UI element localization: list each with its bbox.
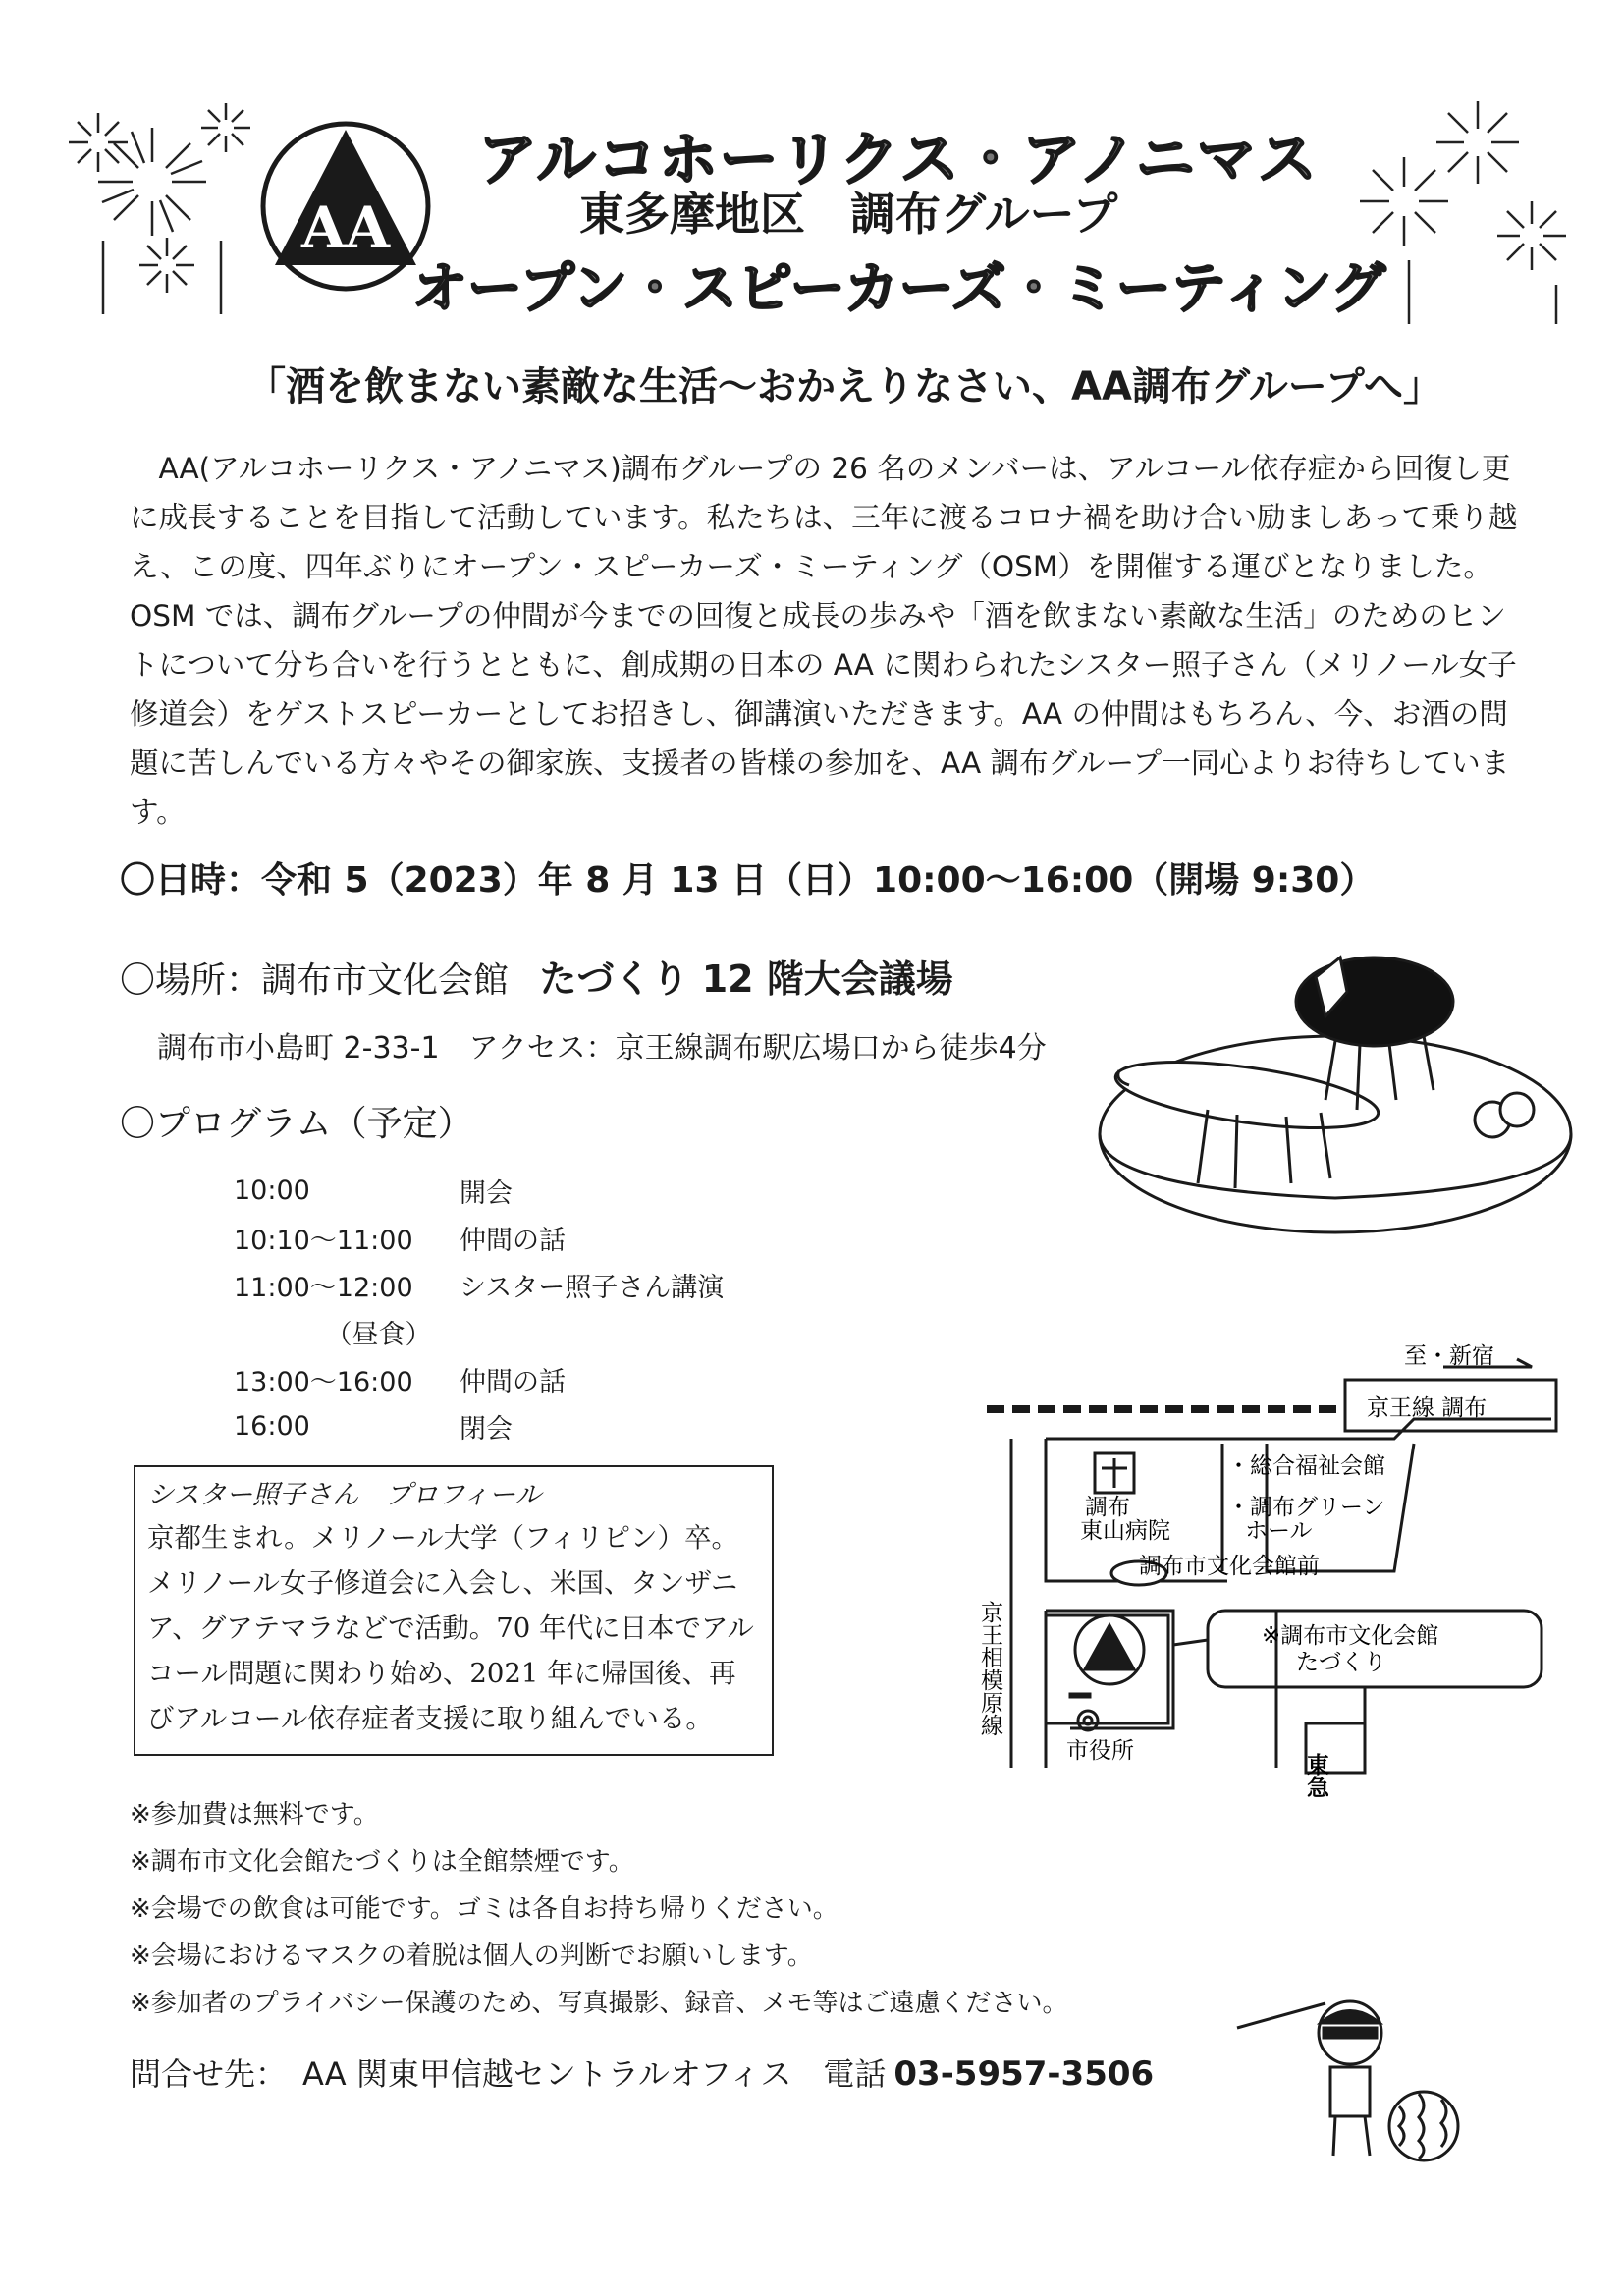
note-item: ※調布市文化会館たづくりは全館禁煙です。 — [130, 1847, 634, 1877]
schedule-row — [234, 1214, 784, 1261]
schedule-time: （昼食） — [312, 1319, 432, 1350]
access-map — [977, 1343, 1571, 1798]
event-place — [120, 949, 953, 1003]
title-aa: アルコホーリクス・アノニマス — [478, 126, 1319, 194]
note-item: ※会場での飲食は可能です。ゴミは各自お持ち帰りください。 — [130, 1894, 839, 1924]
profile-title: シスター照子さん プロフィール — [147, 1480, 542, 1510]
map-green-hall-2: ホール — [1245, 1518, 1313, 1544]
schedule-item: シスター照子さん講演 — [460, 1272, 725, 1303]
map-welfare: ・総合福祉会館 — [1227, 1453, 1385, 1479]
place-label: 〇場所：調布市文化会館 — [120, 960, 510, 1001]
schedule-row — [234, 1167, 784, 1214]
contact-info — [130, 2050, 1154, 2095]
svg-text:AA: AA — [300, 194, 391, 261]
map-hospital: 調布 — [1085, 1495, 1130, 1520]
map-green-hall: ・調布グリーン — [1227, 1495, 1385, 1520]
group-name: 東多摩地区 調布グループ — [579, 188, 1118, 241]
schedule-row — [234, 1402, 784, 1449]
contact-phone: 03-5957-3506 — [893, 2054, 1155, 2094]
event-datetime: 〇日時：令和 5（2023）年 8 月 13 日（日）10:00～16:00（開場 9:30） — [120, 860, 1376, 901]
speaker-profile-box — [134, 1465, 774, 1756]
profile-body: 京都生まれ。メリノール大学（フィリピン）卒。メリノール女子修道会に入会し、米国、タンザニア、グアテマラなどで活動。70 年代に日本でアルコール問題に関わり始め、2021 年に帰国後、再びアルコール依存症者支援に取り組んでいる。 — [147, 1522, 754, 1734]
schedule-item: 仲間の話 — [460, 1225, 566, 1256]
program-schedule — [234, 1167, 784, 1449]
watermelon-child-illustration — [1217, 1974, 1473, 2170]
fireworks-left-decoration — [59, 93, 275, 319]
schedule-item: 閉会 — [460, 1413, 513, 1445]
event-subtitle: 「酒を飲まない素敵な生活～おかえりなさい、AA調布グループへ」 — [246, 364, 1442, 410]
schedule-time: 11:00～12:00 — [234, 1272, 413, 1303]
map-keio-station: 京王線 調布 — [1367, 1395, 1488, 1421]
map-venue-label-2: たづくり — [1296, 1650, 1386, 1675]
map-city-hall: 市役所 — [1066, 1738, 1134, 1764]
map-to-shinjuku: 至・新宿 — [1404, 1343, 1494, 1369]
schedule-time: 16:00 — [234, 1410, 310, 1442]
note-item: ※会場におけるマスクの着脱は個人の判断でお願いします。 — [130, 1941, 813, 1971]
note-item: ※参加費は無料です。 — [130, 1800, 379, 1830]
notes-list — [130, 1791, 1068, 2027]
schedule-row — [234, 1308, 784, 1355]
contact-label: 問合せ先： AA 関東甲信越セントラルオフィス 電話 — [130, 2055, 887, 2093]
map-bus-stop: 調布市文化会館前 — [1139, 1554, 1320, 1579]
map-sagamihara-line: 京王相模原線 — [977, 1601, 1002, 1736]
map-tokyu: 東急 — [1303, 1753, 1328, 1798]
schedule-item: 開会 — [460, 1177, 513, 1209]
map-hospital-2: 東山病院 — [1080, 1518, 1170, 1544]
event-title: オープン・スピーカーズ・ミーティング — [412, 257, 1386, 321]
schedule-row — [234, 1355, 784, 1402]
vegetable-plate-illustration — [1090, 948, 1581, 1242]
venue-address: 調布市小島町 2-33-1 アクセス：京王線調布駅広場口から徒歩4分 — [157, 1031, 1047, 1066]
schedule-time: 10:00 — [234, 1175, 310, 1206]
intro-paragraph: AA(アルコホーリクス・アノニマス)調布グループの 26 名のメンバーは、アルコール依存症から回復し更に成長することを目指して活動しています。私たちは、三年に渡るコロナ禍を助け合い励ましあって乗り越え、この度、四年ぶりにオープン・スピーカーズ・ミーティング（OSM）を開催する運びとなりました。OSM では、調布グループの仲間が今までの回復と成長の歩みや「酒を飲まない素敵な生活」のためのヒントについて分ち合いを行うとともに、創成期の日本の AA に関わられたシスター照子さん（メリノール女子修道会）をゲストスピーカーとしてお招きし、御講演いただきます。AA の仲間はもちろん、今、お酒の問題に苦しんでいる方々やその御家族、支援者の皆様の参加を、AA 調布グループ一同心よりお待ちしています。 — [130, 452, 1518, 829]
schedule-item: 仲間の話 — [460, 1366, 566, 1397]
schedule-time: 10:10～11:00 — [234, 1225, 413, 1256]
schedule-row — [234, 1261, 784, 1308]
place-venue: たづくり 12 階大会議場 — [539, 957, 953, 1001]
program-heading: 〇プログラム（予定） — [120, 1104, 473, 1144]
schedule-time: 13:00～16:00 — [234, 1366, 413, 1397]
map-venue-label: ※調布市文化会館 — [1262, 1623, 1439, 1649]
note-item: ※参加者のプライバシー保護のため、写真撮影、録音、メモ等はご遠慮ください。 — [130, 1989, 1068, 2018]
aa-logo — [257, 118, 434, 295]
